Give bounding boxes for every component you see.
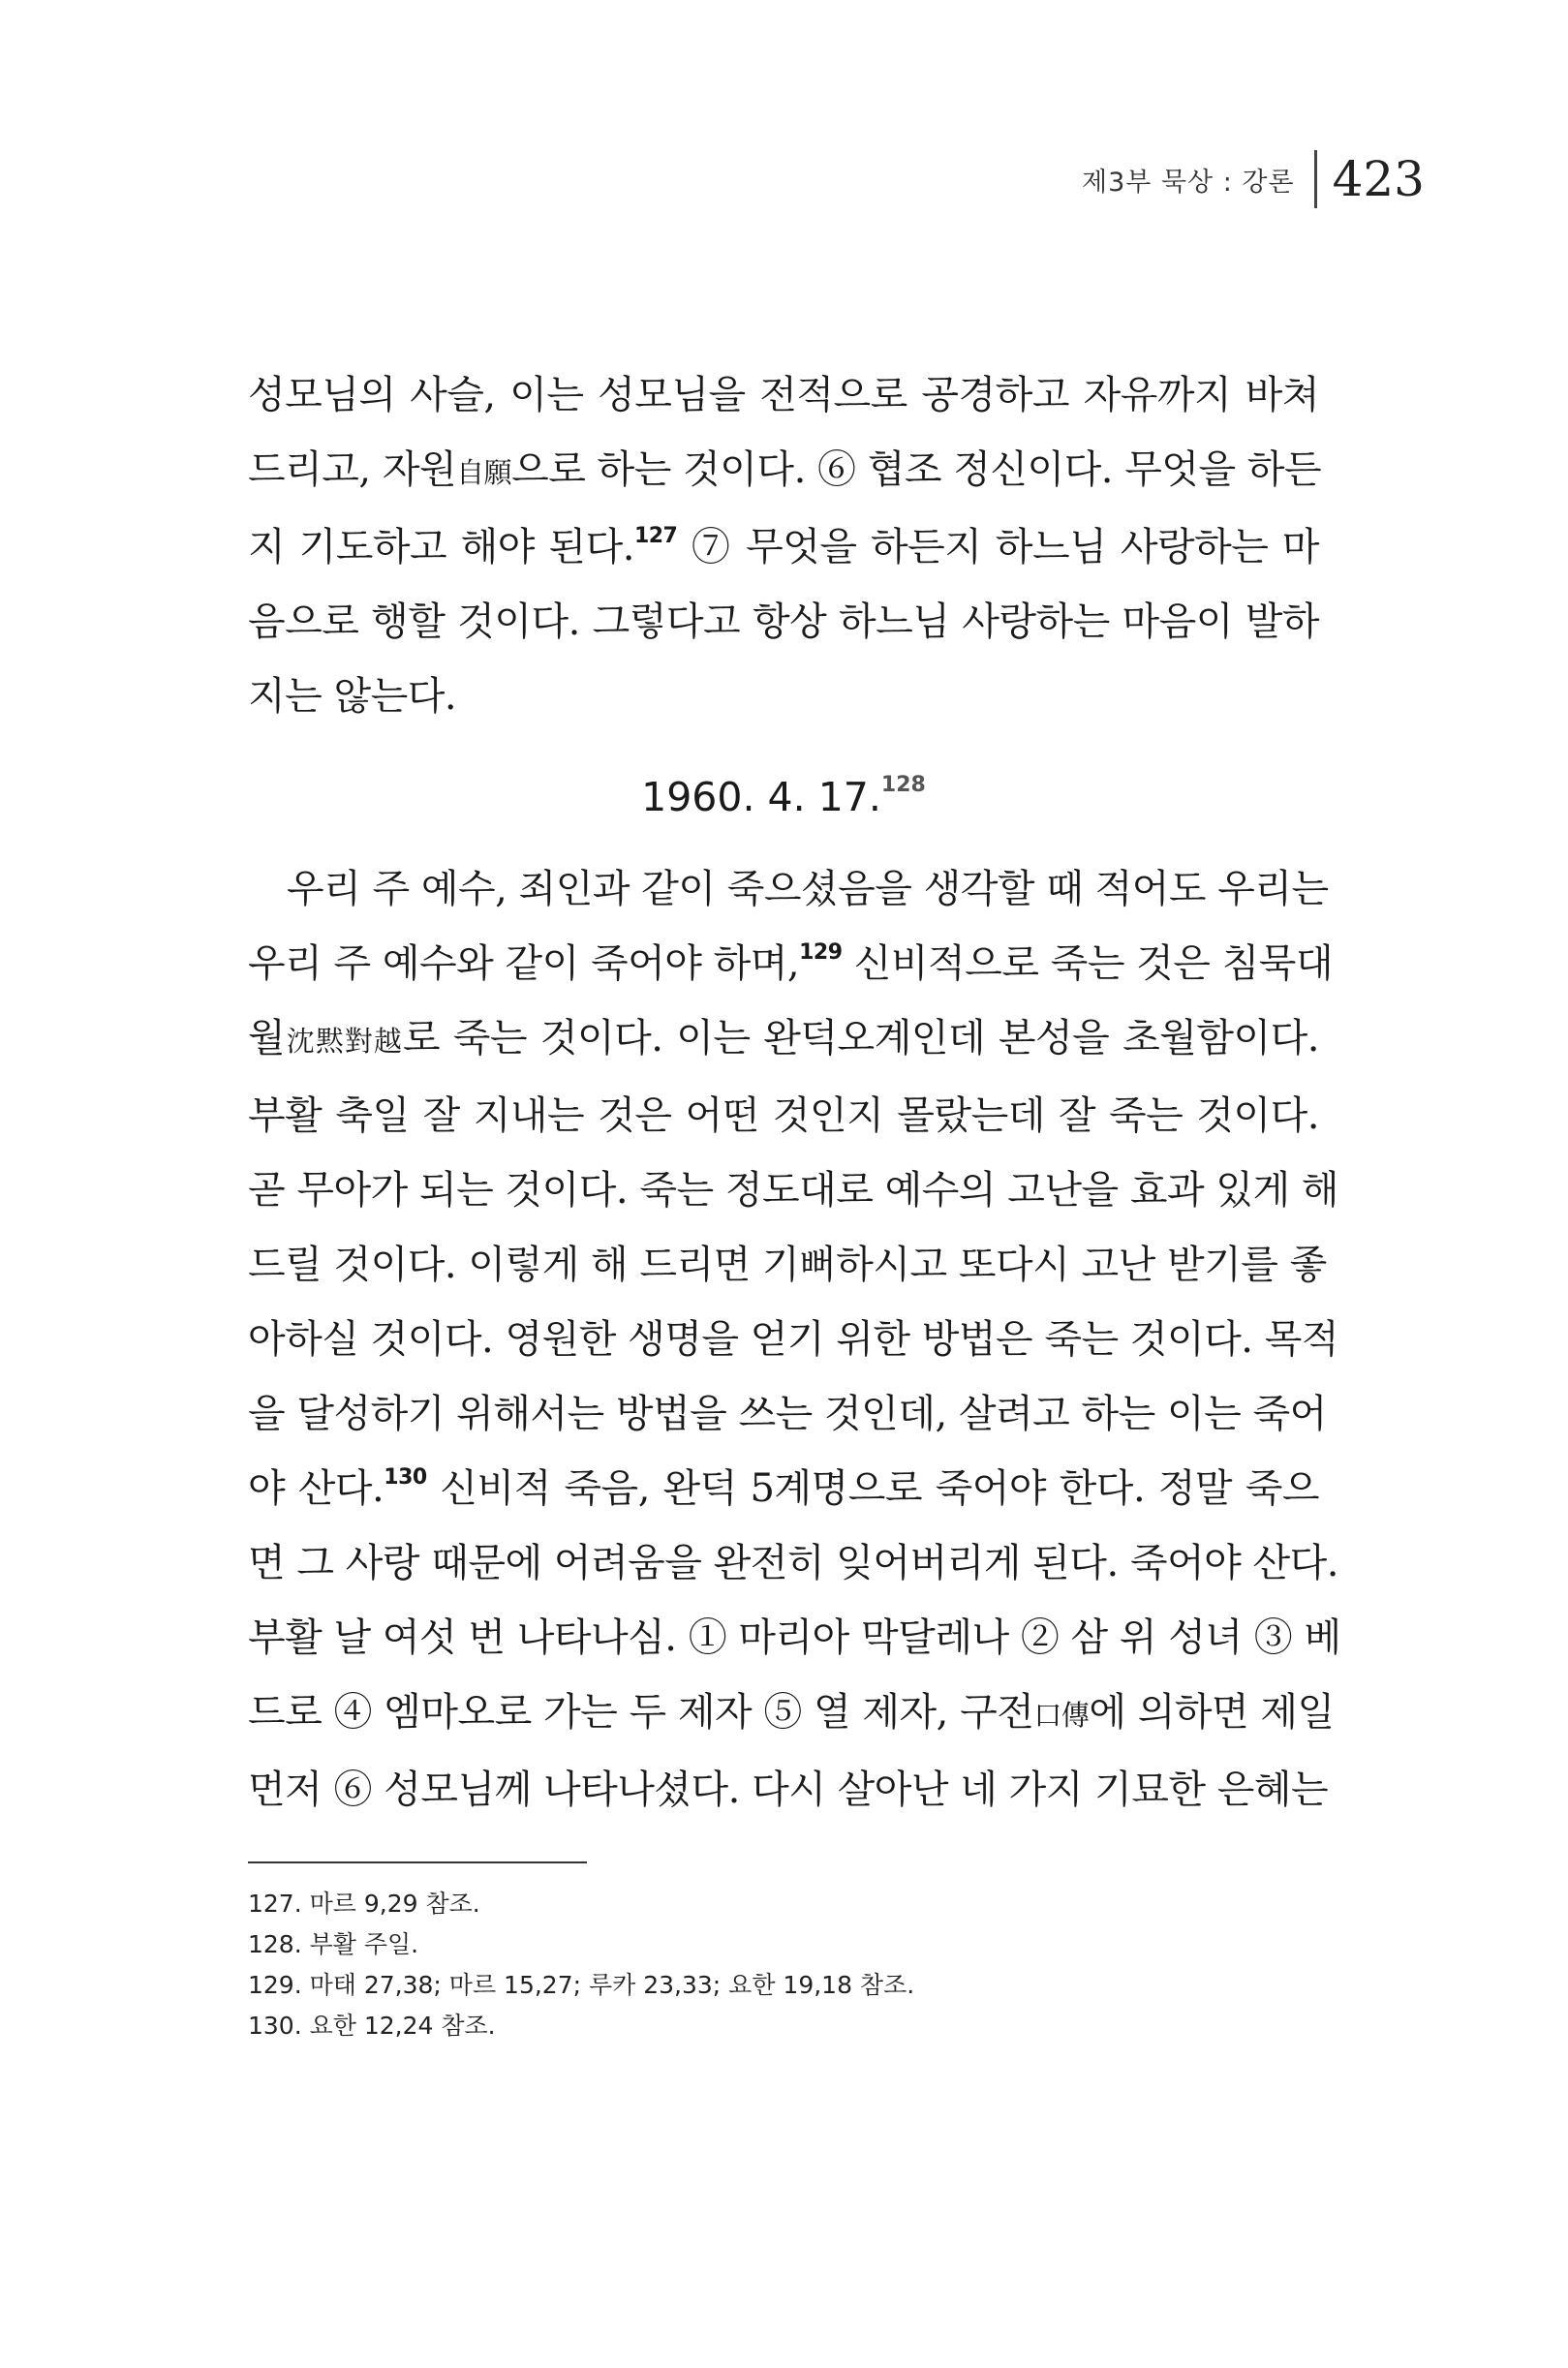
footnote-ref[interactable]: 128 [880,773,926,797]
text-line: 지는 않는다. [248,674,457,719]
hanja-gloss: 自願 [456,456,512,489]
paragraph-2 [248,852,1341,1828]
footnote-129: 129. 마태 27,38; 마르 15,27; 루카 23,33; 요한 19,18 참조. [248,1971,915,1999]
text-line: 음으로 행할 것이다. 그렇다고 항상 하느님 사랑하는 마음이 발하 [248,600,1319,644]
footnote-ref[interactable]: 130 [384,1465,427,1490]
text-line: 야 산다.$^{130}$ 신비적 죽음, 완덕 5계명으로 죽어야 한다. 정말 죽으 [248,1465,1319,1511]
section-heading [248,773,1319,820]
text-line: 지 기도하고 해야 된다.$^{127}$ ⑦ 무엇을 하든지 하느님 사랑하는 마 [248,524,1320,569]
text-line: 우리 주 예수, 죄인과 같이 죽으셨음을 생각할 때 적어도 우리는 [287,867,1329,911]
footnote-ref[interactable]: 129 [799,940,843,965]
text-line: 드리고, 자원自願으로 하는 것이다. ⑥ 협조 정신이다. 무엇을 하든 [248,447,1322,492]
text-line: 아하실 것이다. 영원한 생명을 얻기 위한 방법은 죽는 것이다. 목적 [248,1317,1339,1362]
footnotes [248,1884,914,2046]
footnote-130: 130. 요한 12,24 참조. [248,2012,496,2040]
footnote-ref[interactable]: 127 [633,524,678,548]
text-line: 성모님의 사슬, 이는 성모님을 전적으로 공경하고 자유까지 바쳐 [248,373,1319,417]
text-line: 월沈黙對越로 죽는 것이다. 이는 완덕오계인데 본성을 초월함이다. [248,1016,1319,1061]
text-line: 부활 축일 잘 지내는 것은 어떤 것인지 몰랐는데 잘 죽는 것이다. [248,1093,1319,1138]
hanja-gloss: 口傳 [1033,1699,1090,1732]
paragraph-1 [248,358,1322,734]
text-line: 을 달성하기 위해서는 방법을 쓰는 것인데, 살려고 하는 이는 죽어 [248,1392,1327,1436]
footnote-divider [248,1861,587,1863]
text-line: 우리 주 예수와 같이 죽어야 하며,$^{129}$ 신비적으로 죽는 것은 침묵대 [248,940,1334,986]
text-line: 부활 날 여섯 번 나타나심. ① 마리아 막달레나 ② 삼 위 성녀 ③ 베 [248,1615,1341,1660]
page-number: 423 [1332,151,1425,207]
running-header [1082,150,1425,208]
text-line: 드로 ④ 엠마오로 가는 두 제자 ⑤ 열 제자, 구전口傳에 의하면 제일 [248,1690,1335,1735]
header-divider [1314,150,1317,208]
footnote-127: 127. 마르 9,29 참조. [248,1890,480,1918]
text-line: 곧 무아가 되는 것이다. 죽는 정도대로 예수의 고난을 효과 있게 해 [248,1168,1339,1213]
part-title: 제3부 묵상 : 강론 [1082,167,1295,198]
text-line: 드릴 것이다. 이렇게 해 드리면 기뻐하시고 또다시 고난 받기를 좋 [248,1243,1327,1287]
footnote-128: 128. 부활 주일. [248,1930,419,1958]
text-line: 먼저 ⑥ 성모님께 나타나셨다. 다시 살아난 네 가지 기묘한 은혜는 [248,1768,1329,1812]
text-line: 면 그 사랑 때문에 어려움을 완전히 잊어버리게 된다. 죽어야 산다. [248,1541,1339,1585]
hanja-gloss: 沈黙對越 [285,1025,403,1058]
section-date: 1960. 4. 17. [641,774,881,820]
